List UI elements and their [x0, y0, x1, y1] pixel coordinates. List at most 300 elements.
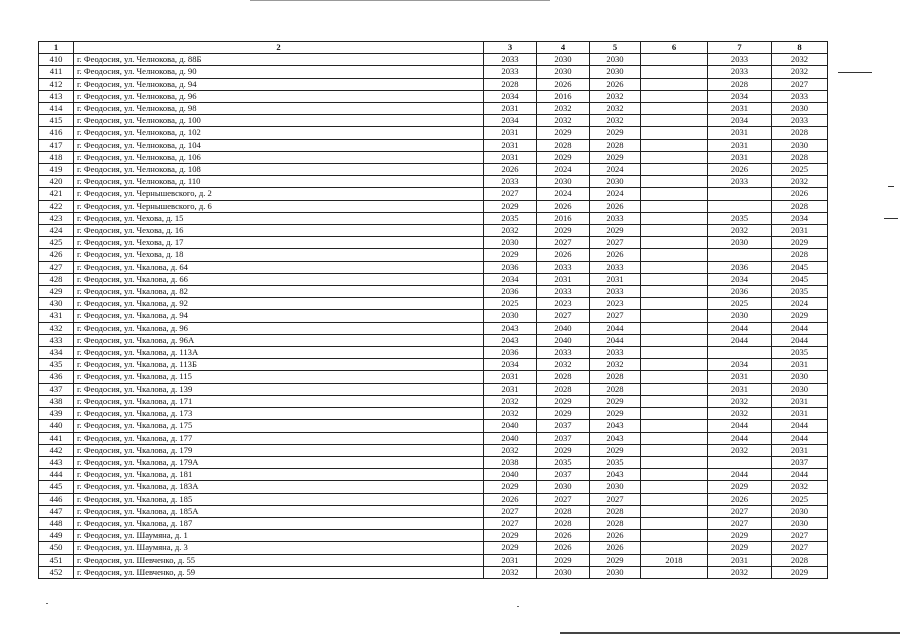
year-cell: 2026 — [708, 493, 772, 505]
row-number-cell: 426 — [39, 249, 74, 261]
year-cell: 2043 — [590, 432, 641, 444]
year-cell: 2030 — [537, 54, 590, 66]
year-cell: 2029 — [537, 395, 590, 407]
row-number-cell: 429 — [39, 286, 74, 298]
row-number-cell: 451 — [39, 554, 74, 566]
address-cell: г. Феодосия, ул. Чкалова, д. 113А — [74, 347, 484, 359]
year-cell: 2037 — [537, 469, 590, 481]
table-row — [39, 90, 828, 102]
year-cell: 2031 — [772, 395, 828, 407]
table-row — [39, 115, 828, 127]
table-row — [39, 78, 828, 90]
year-cell — [641, 542, 708, 554]
year-cell: 2026 — [590, 78, 641, 90]
address-cell: г. Феодосия, ул. Чернышевского, д. 6 — [74, 200, 484, 212]
column-header: 8 — [772, 42, 828, 54]
year-cell: 2030 — [484, 310, 537, 322]
year-cell: 2028 — [590, 371, 641, 383]
row-number-cell: 440 — [39, 420, 74, 432]
row-number-cell: 434 — [39, 347, 74, 359]
year-cell — [641, 444, 708, 456]
year-cell: 2044 — [772, 420, 828, 432]
row-number-cell: 443 — [39, 456, 74, 468]
year-cell: 2035 — [537, 456, 590, 468]
year-cell: 2031 — [484, 554, 537, 566]
year-cell — [641, 78, 708, 90]
year-cell — [641, 469, 708, 481]
year-cell: 2043 — [590, 420, 641, 432]
year-cell: 2036 — [708, 286, 772, 298]
table-row — [39, 505, 828, 517]
year-cell — [641, 212, 708, 224]
year-cell: 2044 — [590, 322, 641, 334]
year-cell: 2031 — [537, 273, 590, 285]
year-cell: 2045 — [772, 261, 828, 273]
column-header: 4 — [537, 42, 590, 54]
year-cell: 2031 — [708, 139, 772, 151]
year-cell: 2033 — [484, 176, 537, 188]
table-row — [39, 66, 828, 78]
year-cell: 2031 — [772, 225, 828, 237]
year-cell: 2031 — [484, 383, 537, 395]
address-cell: г. Феодосия, ул. Челнокова, д. 100 — [74, 115, 484, 127]
year-cell: 2030 — [590, 566, 641, 578]
address-cell: г. Феодосия, ул. Чехова, д. 15 — [74, 212, 484, 224]
year-cell: 2034 — [484, 90, 537, 102]
row-number-cell: 430 — [39, 298, 74, 310]
address-cell: г. Феодосия, ул. Челнокова, д. 110 — [74, 176, 484, 188]
table-row — [39, 261, 828, 273]
year-cell: 2026 — [708, 164, 772, 176]
year-cell: 2030 — [708, 310, 772, 322]
year-cell: 2032 — [708, 225, 772, 237]
row-number-cell: 410 — [39, 54, 74, 66]
year-cell: 2035 — [484, 212, 537, 224]
column-header: 7 — [708, 42, 772, 54]
address-cell: г. Феодосия, ул. Челнокова, д. 90 — [74, 66, 484, 78]
year-cell: 2032 — [537, 103, 590, 115]
year-cell: 2030 — [484, 237, 537, 249]
year-cell: 2043 — [590, 469, 641, 481]
year-cell: 2032 — [484, 444, 537, 456]
table-row — [39, 225, 828, 237]
year-cell — [641, 188, 708, 200]
year-cell: 2033 — [772, 90, 828, 102]
year-cell: 2033 — [537, 261, 590, 273]
table-row — [39, 432, 828, 444]
year-cell: 2027 — [484, 188, 537, 200]
year-cell: 2026 — [590, 249, 641, 261]
year-cell: 2031 — [772, 408, 828, 420]
table-row — [39, 310, 828, 322]
year-cell: 2031 — [590, 273, 641, 285]
address-cell: г. Феодосия, ул. Челнокова, д. 106 — [74, 151, 484, 163]
year-cell: 2036 — [708, 261, 772, 273]
year-cell: 2026 — [537, 78, 590, 90]
row-number-cell: 439 — [39, 408, 74, 420]
address-cell: г. Феодосия, ул. Чкалова, д. 66 — [74, 273, 484, 285]
year-cell: 2032 — [590, 115, 641, 127]
year-cell — [641, 225, 708, 237]
header-row — [39, 42, 828, 54]
year-cell: 2028 — [590, 139, 641, 151]
year-cell — [641, 151, 708, 163]
year-cell: 2030 — [772, 383, 828, 395]
year-cell: 2030 — [537, 66, 590, 78]
year-cell: 2030 — [772, 103, 828, 115]
address-cell: г. Феодосия, ул. Чкалова, д. 179 — [74, 444, 484, 456]
year-cell — [641, 420, 708, 432]
year-cell: 2031 — [708, 103, 772, 115]
year-cell: 2031 — [772, 359, 828, 371]
row-number-cell: 441 — [39, 432, 74, 444]
row-number-cell: 421 — [39, 188, 74, 200]
year-cell: 2031 — [708, 127, 772, 139]
year-cell: 2034 — [484, 115, 537, 127]
year-cell: 2028 — [772, 200, 828, 212]
year-cell — [641, 517, 708, 529]
year-cell — [641, 408, 708, 420]
table-row — [39, 286, 828, 298]
address-cell: г. Феодосия, ул. Чкалова, д. 139 — [74, 383, 484, 395]
year-cell — [641, 164, 708, 176]
year-cell: 2044 — [772, 322, 828, 334]
year-cell: 2033 — [590, 261, 641, 273]
year-cell: 2044 — [772, 469, 828, 481]
column-header: 1 — [39, 42, 74, 54]
year-cell: 2026 — [537, 249, 590, 261]
row-number-cell: 417 — [39, 139, 74, 151]
year-cell: 2045 — [772, 273, 828, 285]
year-cell: 2028 — [772, 127, 828, 139]
year-cell: 2044 — [772, 334, 828, 346]
table-row — [39, 139, 828, 151]
year-cell — [641, 54, 708, 66]
year-cell: 2044 — [708, 322, 772, 334]
address-cell: г. Феодосия, ул. Чкалова, д. 96А — [74, 334, 484, 346]
year-cell — [641, 334, 708, 346]
table-row — [39, 530, 828, 542]
year-cell: 2028 — [772, 249, 828, 261]
year-cell: 2032 — [772, 66, 828, 78]
year-cell: 2032 — [484, 225, 537, 237]
year-cell: 2030 — [772, 505, 828, 517]
year-cell — [641, 103, 708, 115]
table-row — [39, 127, 828, 139]
address-cell: г. Феодосия, ул. Чкалова, д. 115 — [74, 371, 484, 383]
table-row — [39, 566, 828, 578]
year-cell: 2037 — [772, 456, 828, 468]
year-cell: 2028 — [590, 383, 641, 395]
table-row — [39, 517, 828, 529]
year-cell: 2032 — [708, 566, 772, 578]
year-cell — [708, 456, 772, 468]
year-cell: 2030 — [590, 54, 641, 66]
year-cell: 2029 — [772, 566, 828, 578]
year-cell — [641, 176, 708, 188]
year-cell — [641, 359, 708, 371]
year-cell: 2023 — [590, 298, 641, 310]
row-number-cell: 444 — [39, 469, 74, 481]
row-number-cell: 419 — [39, 164, 74, 176]
table-row — [39, 176, 828, 188]
year-cell: 2033 — [484, 54, 537, 66]
year-cell: 2029 — [537, 127, 590, 139]
table-row — [39, 103, 828, 115]
table-row — [39, 151, 828, 163]
table-row — [39, 359, 828, 371]
year-cell: 2027 — [537, 493, 590, 505]
year-cell — [641, 566, 708, 578]
address-cell: г. Феодосия, ул. Чернышевского, д. 2 — [74, 188, 484, 200]
year-cell: 2030 — [772, 517, 828, 529]
year-cell: 2033 — [708, 54, 772, 66]
table-row — [39, 347, 828, 359]
row-number-cell: 427 — [39, 261, 74, 273]
row-number-cell: 445 — [39, 481, 74, 493]
year-cell: 2044 — [708, 469, 772, 481]
address-cell: г. Феодосия, ул. Чкалова, д. 187 — [74, 517, 484, 529]
year-cell: 2034 — [484, 359, 537, 371]
year-cell: 2027 — [590, 493, 641, 505]
scan-speck — [517, 606, 519, 607]
year-cell: 2033 — [590, 347, 641, 359]
year-cell: 2033 — [537, 347, 590, 359]
year-cell — [641, 237, 708, 249]
year-cell: 2026 — [537, 530, 590, 542]
year-cell — [641, 347, 708, 359]
year-cell: 2030 — [772, 139, 828, 151]
year-cell: 2043 — [484, 334, 537, 346]
year-cell: 2032 — [484, 395, 537, 407]
year-cell: 2029 — [590, 225, 641, 237]
year-cell — [708, 249, 772, 261]
row-number-cell: 431 — [39, 310, 74, 322]
year-cell: 2033 — [708, 66, 772, 78]
row-number-cell: 446 — [39, 493, 74, 505]
year-cell: 2029 — [590, 554, 641, 566]
column-header: 2 — [74, 42, 484, 54]
scan-mark-bottom — [560, 632, 900, 634]
year-cell — [641, 286, 708, 298]
year-cell: 2027 — [484, 517, 537, 529]
year-cell: 2029 — [772, 237, 828, 249]
address-cell: г. Феодосия, ул. Челнокова, д. 98 — [74, 103, 484, 115]
column-header: 3 — [484, 42, 537, 54]
year-cell: 2024 — [537, 164, 590, 176]
address-cell: г. Феодосия, ул. Челнокова, д. 102 — [74, 127, 484, 139]
row-number-cell: 447 — [39, 505, 74, 517]
year-cell — [641, 493, 708, 505]
year-cell: 2028 — [537, 383, 590, 395]
table-row — [39, 420, 828, 432]
table-row — [39, 273, 828, 285]
year-cell — [641, 530, 708, 542]
row-number-cell: 436 — [39, 371, 74, 383]
year-cell: 2035 — [772, 286, 828, 298]
address-cell: г. Феодосия, ул. Чкалова, д. 181 — [74, 469, 484, 481]
year-cell: 2024 — [590, 164, 641, 176]
year-cell: 2034 — [708, 273, 772, 285]
row-number-cell: 438 — [39, 395, 74, 407]
table-body — [39, 54, 828, 579]
address-cell: г. Феодосия, ул. Чкалова, д. 94 — [74, 310, 484, 322]
address-cell: г. Феодосия, ул. Челнокова, д. 94 — [74, 78, 484, 90]
year-cell: 2026 — [772, 188, 828, 200]
year-cell: 2044 — [708, 432, 772, 444]
year-cell: 2028 — [708, 78, 772, 90]
year-cell: 2035 — [708, 212, 772, 224]
year-cell: 2040 — [484, 420, 537, 432]
year-cell — [641, 127, 708, 139]
year-cell: 2036 — [484, 286, 537, 298]
year-cell — [641, 310, 708, 322]
row-number-cell: 415 — [39, 115, 74, 127]
year-cell: 2031 — [708, 371, 772, 383]
row-number-cell: 414 — [39, 103, 74, 115]
table-row — [39, 481, 828, 493]
scan-speck — [46, 603, 48, 604]
year-cell: 2031 — [708, 383, 772, 395]
scan-mark-edge-1 — [888, 186, 894, 187]
address-cell: г. Феодосия, ул. Шевченко, д. 59 — [74, 566, 484, 578]
year-cell: 2029 — [590, 127, 641, 139]
year-cell: 2029 — [484, 530, 537, 542]
year-cell: 2029 — [537, 151, 590, 163]
address-cell: г. Феодосия, ул. Шевченко, д. 55 — [74, 554, 484, 566]
year-cell: 2029 — [590, 395, 641, 407]
year-cell: 2034 — [484, 273, 537, 285]
year-cell — [641, 249, 708, 261]
year-cell — [641, 432, 708, 444]
year-cell: 2031 — [484, 103, 537, 115]
year-cell — [641, 115, 708, 127]
year-cell: 2028 — [484, 78, 537, 90]
year-cell: 2040 — [484, 432, 537, 444]
year-cell: 2030 — [537, 566, 590, 578]
year-cell: 2032 — [708, 395, 772, 407]
year-cell: 2028 — [537, 517, 590, 529]
address-cell: г. Феодосия, ул. Чкалова, д. 82 — [74, 286, 484, 298]
address-cell: г. Феодосия, ул. Чехова, д. 18 — [74, 249, 484, 261]
year-cell — [641, 481, 708, 493]
year-cell: 2028 — [537, 505, 590, 517]
year-cell: 2029 — [590, 151, 641, 163]
year-cell: 2032 — [537, 359, 590, 371]
column-header: 5 — [590, 42, 641, 54]
year-cell: 2025 — [708, 298, 772, 310]
year-cell: 2033 — [708, 176, 772, 188]
scan-mark-edge-2 — [884, 218, 898, 219]
year-cell — [641, 322, 708, 334]
year-cell: 2028 — [590, 517, 641, 529]
year-cell: 2033 — [772, 115, 828, 127]
year-cell: 2024 — [590, 188, 641, 200]
year-cell: 2026 — [537, 542, 590, 554]
year-cell — [641, 371, 708, 383]
year-cell: 2034 — [708, 115, 772, 127]
address-cell: г. Феодосия, ул. Шаумяна, д. 3 — [74, 542, 484, 554]
year-cell: 2016 — [537, 90, 590, 102]
address-cell: г. Феодосия, ул. Челнокова, д. 104 — [74, 139, 484, 151]
table-row — [39, 54, 828, 66]
address-cell: г. Феодосия, ул. Чкалова, д. 177 — [74, 432, 484, 444]
year-cell: 2033 — [537, 286, 590, 298]
year-cell: 2028 — [772, 554, 828, 566]
table-row — [39, 542, 828, 554]
address-cell: г. Феодосия, ул. Чкалова, д. 185А — [74, 505, 484, 517]
year-cell: 2029 — [590, 444, 641, 456]
data-table — [38, 41, 828, 579]
year-cell: 2029 — [484, 542, 537, 554]
year-cell: 2027 — [708, 517, 772, 529]
year-cell: 2023 — [537, 298, 590, 310]
year-cell — [708, 188, 772, 200]
year-cell: 2031 — [708, 151, 772, 163]
scan-mark-top — [250, 0, 550, 1]
row-number-cell: 423 — [39, 212, 74, 224]
year-cell — [641, 383, 708, 395]
year-cell: 2028 — [537, 371, 590, 383]
year-cell: 2030 — [590, 66, 641, 78]
year-cell: 2028 — [537, 139, 590, 151]
year-cell: 2018 — [641, 554, 708, 566]
column-header: 6 — [641, 42, 708, 54]
year-cell: 2027 — [772, 542, 828, 554]
year-cell: 2026 — [590, 530, 641, 542]
row-number-cell: 422 — [39, 200, 74, 212]
year-cell: 2032 — [590, 359, 641, 371]
year-cell: 2032 — [708, 444, 772, 456]
year-cell: 2032 — [772, 54, 828, 66]
year-cell: 2030 — [708, 237, 772, 249]
address-cell: г. Феодосия, ул. Чехова, д. 16 — [74, 225, 484, 237]
row-number-cell: 432 — [39, 322, 74, 334]
table-row — [39, 383, 828, 395]
year-cell: 2026 — [590, 200, 641, 212]
year-cell: 2029 — [708, 530, 772, 542]
row-number-cell: 435 — [39, 359, 74, 371]
address-cell: г. Феодосия, ул. Челнокова, д. 108 — [74, 164, 484, 176]
table-row — [39, 334, 828, 346]
row-number-cell: 442 — [39, 444, 74, 456]
year-cell: 2027 — [772, 78, 828, 90]
row-number-cell: 418 — [39, 151, 74, 163]
year-cell: 2029 — [708, 481, 772, 493]
year-cell: 2032 — [484, 566, 537, 578]
year-cell: 2043 — [484, 322, 537, 334]
year-cell: 2040 — [537, 322, 590, 334]
year-cell: 2030 — [590, 481, 641, 493]
address-cell: г. Феодосия, ул. Чкалова, д. 64 — [74, 261, 484, 273]
year-cell: 2033 — [590, 212, 641, 224]
year-cell — [641, 456, 708, 468]
table-row — [39, 249, 828, 261]
table-row — [39, 298, 828, 310]
year-cell: 2029 — [590, 408, 641, 420]
year-cell: 2037 — [537, 420, 590, 432]
table-row — [39, 322, 828, 334]
year-cell: 2026 — [484, 493, 537, 505]
year-cell: 2033 — [590, 286, 641, 298]
year-cell: 2024 — [537, 188, 590, 200]
year-cell: 2034 — [708, 359, 772, 371]
year-cell: 2025 — [484, 298, 537, 310]
year-cell: 2031 — [772, 444, 828, 456]
table-row — [39, 188, 828, 200]
table-row — [39, 469, 828, 481]
address-cell: г. Феодосия, ул. Челнокова, д. 88Б — [74, 54, 484, 66]
